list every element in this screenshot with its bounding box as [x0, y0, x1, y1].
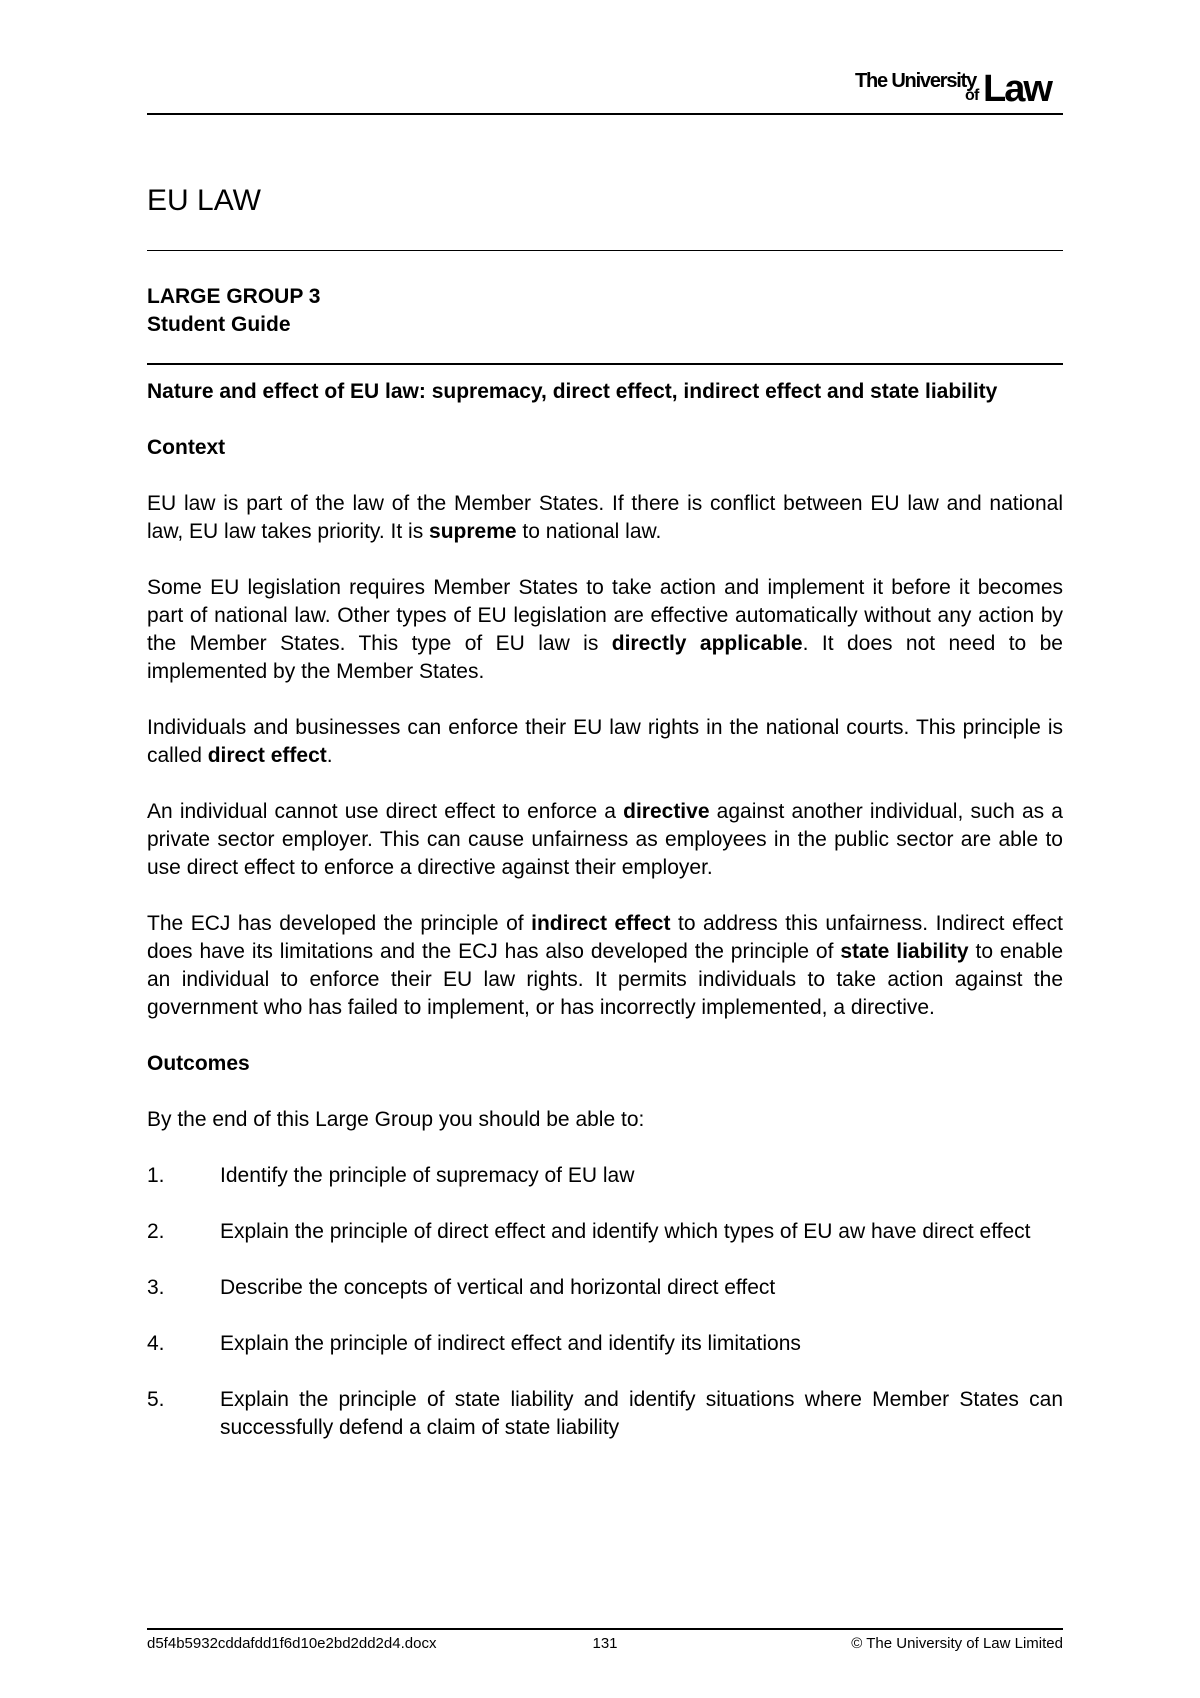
context-paragraph-4: An individual cannot use direct effect to enforce a directive against another individual, such as a private sector employer. This can cause unfairness as employees in the public sector are able to use direct effect to enforce a directive against their employer. [147, 800, 1063, 879]
large-group-label: LARGE GROUP 3 [147, 285, 321, 308]
logo-line-2: of [965, 87, 979, 104]
footer-filename: d5f4b5932cddafdd1f6d10e2bd2dd2d4.docx [147, 1635, 437, 1652]
outcome-text: Describe the concepts of vertical and horizontal direct effect [220, 1276, 776, 1299]
term-directive: directive [623, 800, 710, 823]
document-body [147, 378, 1063, 1470]
term-supreme: supreme [429, 520, 517, 543]
outcome-text: Explain the principle of state liability and identify situations where Member States can successfully defend a claim of state liability [220, 1388, 1063, 1439]
footer-copyright: © The University of Law Limited [851, 1635, 1063, 1652]
outcome-number: 1. [147, 1164, 165, 1187]
outcome-text: Explain the principle of indirect effect and identify its limitations [220, 1332, 801, 1355]
outcome-item [147, 1162, 1063, 1190]
footer-rule [147, 1628, 1063, 1630]
university-logo [843, 62, 1063, 108]
outcome-item [147, 1330, 1063, 1358]
context-paragraph-1: EU law is part of the law of the Member States. If there is conflict between EU law and national law, EU law takes priority. It is supreme to national law. [147, 492, 1063, 543]
student-guide-label: Student Guide [147, 313, 291, 336]
section-rule [147, 363, 1063, 365]
outcome-number: 4. [147, 1332, 165, 1355]
outcome-text: Explain the principle of direct effect and identify which types of EU aw have direct effect [220, 1220, 1031, 1243]
outcome-item [147, 1218, 1063, 1246]
logo-line-3: Law [983, 68, 1051, 110]
logo-line-1: The University [855, 70, 977, 92]
header-rule [147, 113, 1063, 115]
term-directly-applicable: directly applicable [611, 632, 803, 655]
outcome-item [147, 1274, 1063, 1302]
topic-heading: Nature and effect of EU law: supremacy, direct effect, indirect effect and state liability [147, 380, 998, 403]
footer-page-number: 131 [592, 1635, 618, 1652]
context-paragraph-3: Individuals and businesses can enforce their EU law rights in the national courts. This principle is called direct effect. [147, 716, 1063, 767]
outcome-number: 5. [147, 1388, 165, 1411]
title-rule [147, 250, 1063, 251]
context-paragraph-2: Some EU legislation requires Member States to take action and implement it before it becomes part of national law. Other types of EU legislation are effective automatically without any action by the Member States. This type of EU law is directly applicable. It does not need to be implemented by the Member States. [147, 576, 1063, 683]
document-page [147, 0, 1063, 1698]
document-title: EU LAW [147, 184, 261, 217]
outcomes-heading: Outcomes [147, 1052, 250, 1075]
term-direct-effect: direct effect [207, 744, 327, 767]
outcome-item [147, 1386, 1063, 1442]
outcome-number: 2. [147, 1220, 165, 1243]
term-state-liability: state liability [840, 940, 969, 963]
context-paragraph-5: The ECJ has developed the principle of indirect effect to address this unfairness. Indirect effect does have its limitations and the ECJ has also developed the principle of state liability to enable an individual to enforce their EU law rights. It permits individuals to take action against the government who has failed to implement, or has incorrectly implemented, a directive. [147, 912, 1063, 1019]
outcome-number: 3. [147, 1276, 165, 1299]
context-heading: Context [147, 436, 226, 459]
term-indirect-effect: indirect effect [531, 912, 671, 935]
outcomes-intro: By the end of this Large Group you should be able to: [147, 1108, 645, 1131]
outcome-text: Identify the principle of supremacy of EU law [220, 1164, 635, 1187]
page-footer [147, 1632, 1063, 1656]
